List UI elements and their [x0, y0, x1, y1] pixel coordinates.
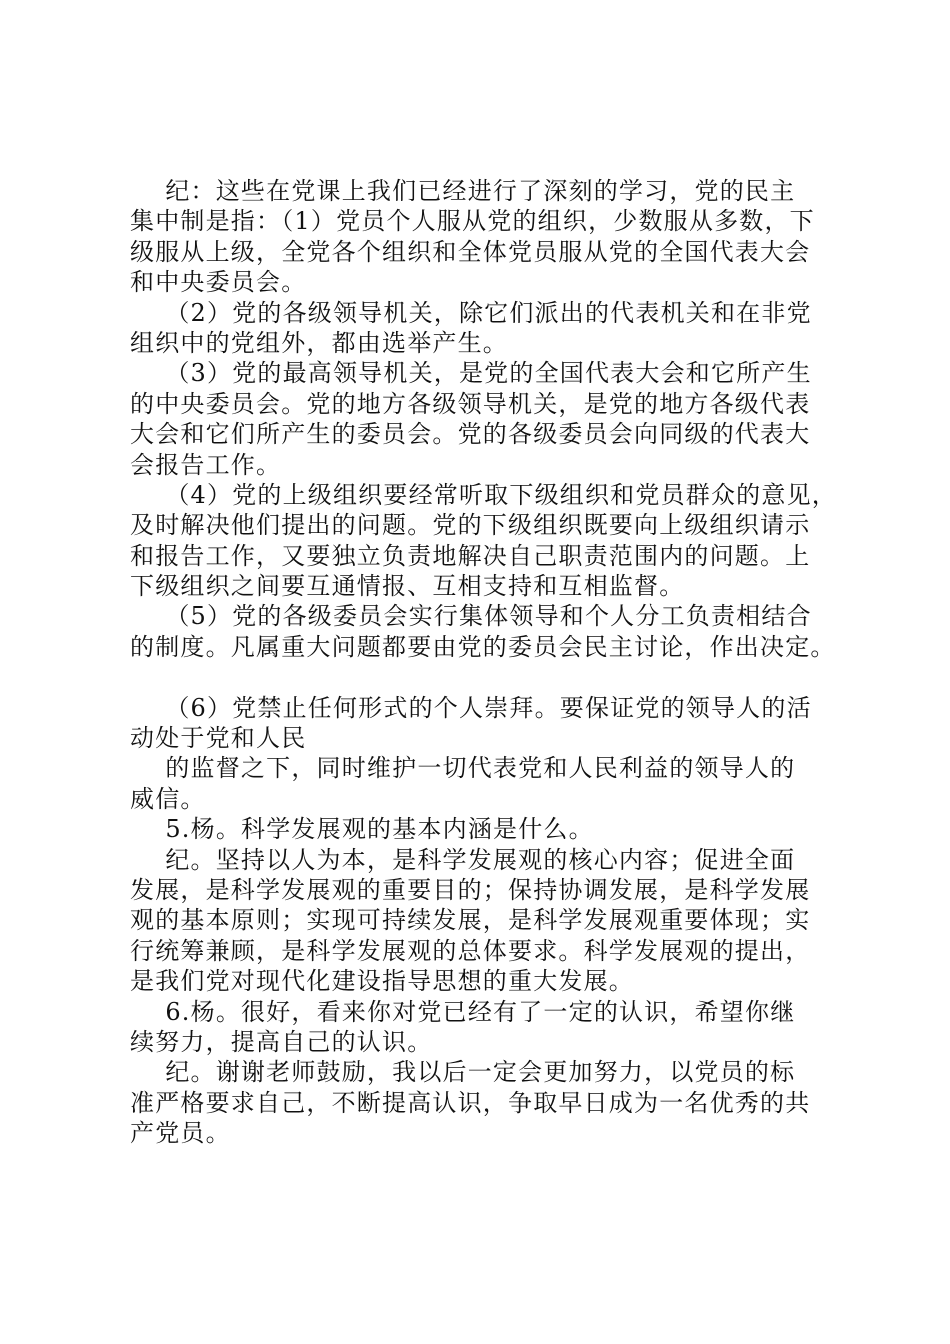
text-line: 续努力，提高自己的认识。	[130, 1027, 433, 1056]
text-line: （2）党的各级领导机关，除它们派出的代表机关和在非党	[130, 298, 812, 327]
text-line: 行统筹兼顾，是科学发展观的总体要求。科学发展观的提出，	[130, 936, 811, 965]
text-line: 和中央委员会。	[130, 268, 307, 297]
text-line: 威信。	[130, 784, 206, 813]
document-body	[130, 176, 850, 1149]
text-line: （3）党的最高领导机关，是党的全国代表大会和它所产生	[130, 359, 812, 388]
text-line: （5）党的各级委员会实行集体领导和个人分工负责相结合	[130, 602, 812, 631]
text-line: 级服从上级，全党各个组织和全体党员服从党的全国代表大会	[130, 237, 811, 266]
text-line: 及时解决他们提出的问题。党的下级组织既要向上级组织请示	[130, 511, 811, 540]
text-line: 产党员。	[130, 1119, 231, 1148]
text-line: 的制度。凡属重大问题都要由党的委员会民主讨论，作出决定。	[130, 632, 836, 661]
text-line: 是我们党对现代化建设指导思想的重大发展。	[130, 967, 634, 996]
text-line: 发展，是科学发展观的重要目的；保持协调发展，是科学发展	[130, 875, 811, 904]
text-line: 的中央委员会。党的地方各级领导机关，是党的地方各级代表	[130, 389, 811, 418]
text-line: 动处于党和人民	[130, 724, 307, 753]
text-line: 会报告工作。	[130, 450, 282, 479]
text-line: 大会和它们所产生的委员会。党的各级委员会向同级的代表大	[130, 420, 811, 449]
text-line: 下级组织之间要互通情报、互相支持和互相监督。	[130, 572, 685, 601]
text-line: 组织中的党组外，都由选举产生。	[130, 328, 508, 357]
text-line: 准严格要求自己，不断提高认识，争取早日成为一名优秀的共	[130, 1088, 811, 1117]
text-line: （6）党禁止任何形式的个人崇拜。要保证党的领导人的活	[130, 693, 812, 722]
text-line: 的监督之下，同时维护一切代表党和人民利益的领导人的	[130, 754, 796, 783]
text-line: 5.杨。科学发展观的基本内涵是什么。	[130, 815, 594, 844]
text-line: 观的基本原则；实现可持续发展，是科学发展观重要体现；实	[130, 906, 811, 935]
blank-line	[130, 662, 850, 692]
text-line: 集中制是指：（1）党员个人服从党的组织，少数服从多数，下	[130, 207, 815, 236]
text-line: 6.杨。很好，看来你对党已经有了一定的认识，希望你继	[130, 997, 796, 1026]
text-line: 纪。谢谢老师鼓励，我以后一定会更加努力，以党员的标	[130, 1058, 796, 1087]
text-line: （4）党的上级组织要经常听取下级组织和党员群众的意见，	[130, 480, 837, 509]
text-line: 和报告工作，又要独立负责地解决自己职责范围内的问题。上	[130, 541, 811, 570]
text-line: 纪。坚持以人为本，是科学发展观的核心内容；促进全面	[130, 845, 796, 874]
text-line: 纪：这些在党课上我们已经进行了深刻的学习，党的民主	[130, 177, 796, 205]
